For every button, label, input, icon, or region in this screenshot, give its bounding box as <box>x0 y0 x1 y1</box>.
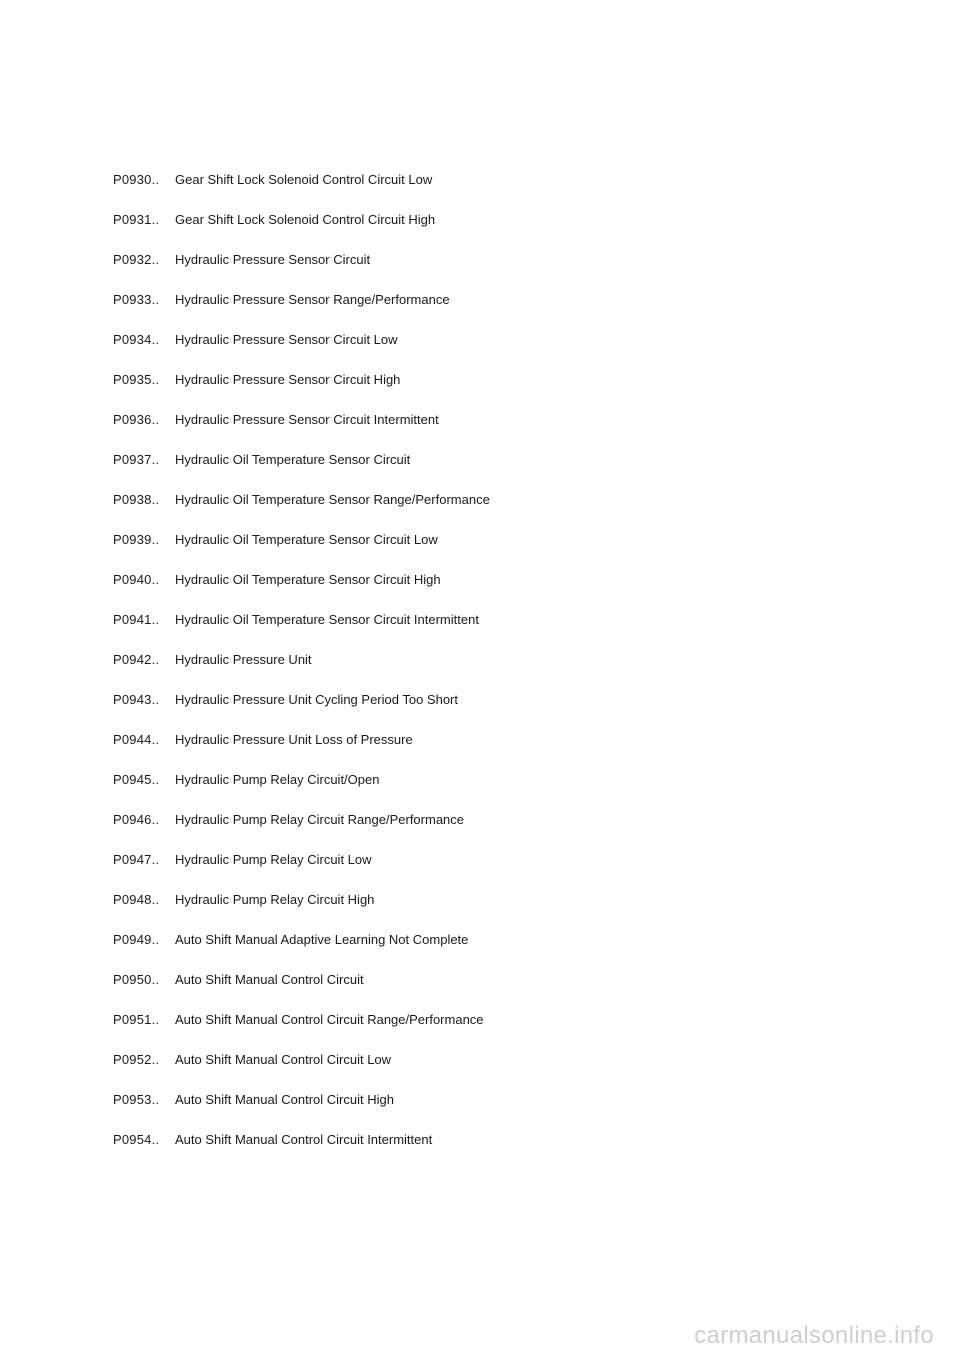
dtc-code: P0950.. <box>113 972 160 987</box>
dtc-code: P0939.. <box>113 532 160 547</box>
dtc-code: P0937.. <box>113 452 160 467</box>
list-item <box>113 290 913 330</box>
list-item <box>113 490 913 530</box>
dtc-code: P0936.. <box>113 412 160 427</box>
dtc-code: P0951.. <box>113 1012 160 1027</box>
list-item <box>113 410 913 450</box>
dtc-code: P0954.. <box>113 1132 160 1147</box>
dtc-code: P0933.. <box>113 292 160 307</box>
list-item <box>113 970 913 1010</box>
dtc-description: Hydraulic Pressure Unit Cycling Period Too Short <box>175 692 458 707</box>
dtc-code: P0941.. <box>113 612 160 627</box>
dtc-description: Hydraulic Oil Temperature Sensor Range/Performance <box>175 492 490 507</box>
dtc-description: Hydraulic Pressure Unit <box>175 652 312 667</box>
dtc-description: Hydraulic Pump Relay Circuit Low <box>175 852 372 867</box>
dtc-description: Hydraulic Oil Temperature Sensor Circuit Low <box>175 532 438 547</box>
list-item <box>113 1050 913 1090</box>
dtc-code: P0946.. <box>113 812 160 827</box>
dtc-description: Auto Shift Manual Control Circuit High <box>175 1092 394 1107</box>
list-item <box>113 1130 913 1170</box>
dtc-code: P0943.. <box>113 692 160 707</box>
list-item <box>113 570 913 610</box>
dtc-description: Auto Shift Manual Control Circuit Intermittent <box>175 1132 433 1147</box>
list-item <box>113 250 913 290</box>
dtc-code: P0938.. <box>113 492 160 507</box>
list-item <box>113 1010 913 1050</box>
dtc-description: Hydraulic Oil Temperature Sensor Circuit Intermittent <box>175 612 479 627</box>
dtc-description: Auto Shift Manual Control Circuit Low <box>175 1052 392 1067</box>
list-item <box>113 170 913 210</box>
dtc-description: Hydraulic Pressure Unit Loss of Pressure <box>175 732 413 747</box>
list-item <box>113 530 913 570</box>
dtc-code: P0949.. <box>113 932 160 947</box>
list-item <box>113 210 913 250</box>
dtc-description: Hydraulic Pressure Sensor Circuit High <box>175 372 401 387</box>
dtc-description: Hydraulic Pressure Sensor Circuit Low <box>175 332 398 347</box>
list-item <box>113 850 913 890</box>
list-item <box>113 370 913 410</box>
dtc-description: Auto Shift Manual Control Circuit <box>175 972 364 987</box>
list-item <box>113 690 913 730</box>
dtc-description: Auto Shift Manual Control Circuit Range/Performance <box>175 1012 484 1027</box>
dtc-code: P0953.. <box>113 1092 160 1107</box>
dtc-description: Hydraulic Pressure Sensor Range/Performance <box>175 292 450 307</box>
list-item <box>113 610 913 650</box>
list-item <box>113 770 913 810</box>
dtc-code: P0948.. <box>113 892 160 907</box>
dtc-code: P0940.. <box>113 572 160 587</box>
dtc-code: P0931.. <box>113 212 160 227</box>
dtc-code: P0944.. <box>113 732 160 747</box>
list-item <box>113 650 913 690</box>
dtc-code-list <box>113 170 913 1170</box>
list-item <box>113 330 913 370</box>
list-item <box>113 450 913 490</box>
dtc-code: P0942.. <box>113 652 160 667</box>
dtc-description: Hydraulic Pump Relay Circuit High <box>175 892 375 907</box>
dtc-description: Gear Shift Lock Solenoid Control Circuit High <box>175 212 436 227</box>
list-item <box>113 930 913 970</box>
dtc-code: P0932.. <box>113 252 160 267</box>
dtc-code: P0934.. <box>113 332 160 347</box>
dtc-code: P0947.. <box>113 852 160 867</box>
dtc-description: Hydraulic Oil Temperature Sensor Circuit <box>175 452 411 467</box>
list-item <box>113 810 913 850</box>
dtc-description: Hydraulic Pump Relay Circuit/Open <box>175 772 380 787</box>
dtc-description: Hydraulic Pump Relay Circuit Range/Performance <box>175 812 465 827</box>
watermark: carmanualsonline.info <box>694 1322 934 1349</box>
list-item <box>113 730 913 770</box>
dtc-description: Auto Shift Manual Adaptive Learning Not Complete <box>175 932 469 947</box>
list-item <box>113 890 913 930</box>
dtc-code: P0945.. <box>113 772 160 787</box>
dtc-code: P0952.. <box>113 1052 160 1067</box>
dtc-code: P0935.. <box>113 372 160 387</box>
list-item <box>113 1090 913 1130</box>
dtc-description: Gear Shift Lock Solenoid Control Circuit Low <box>175 172 433 187</box>
dtc-description: Hydraulic Pressure Sensor Circuit <box>175 252 371 267</box>
dtc-description: Hydraulic Oil Temperature Sensor Circuit High <box>175 572 441 587</box>
dtc-code: P0930.. <box>113 172 160 187</box>
dtc-description: Hydraulic Pressure Sensor Circuit Intermittent <box>175 412 439 427</box>
